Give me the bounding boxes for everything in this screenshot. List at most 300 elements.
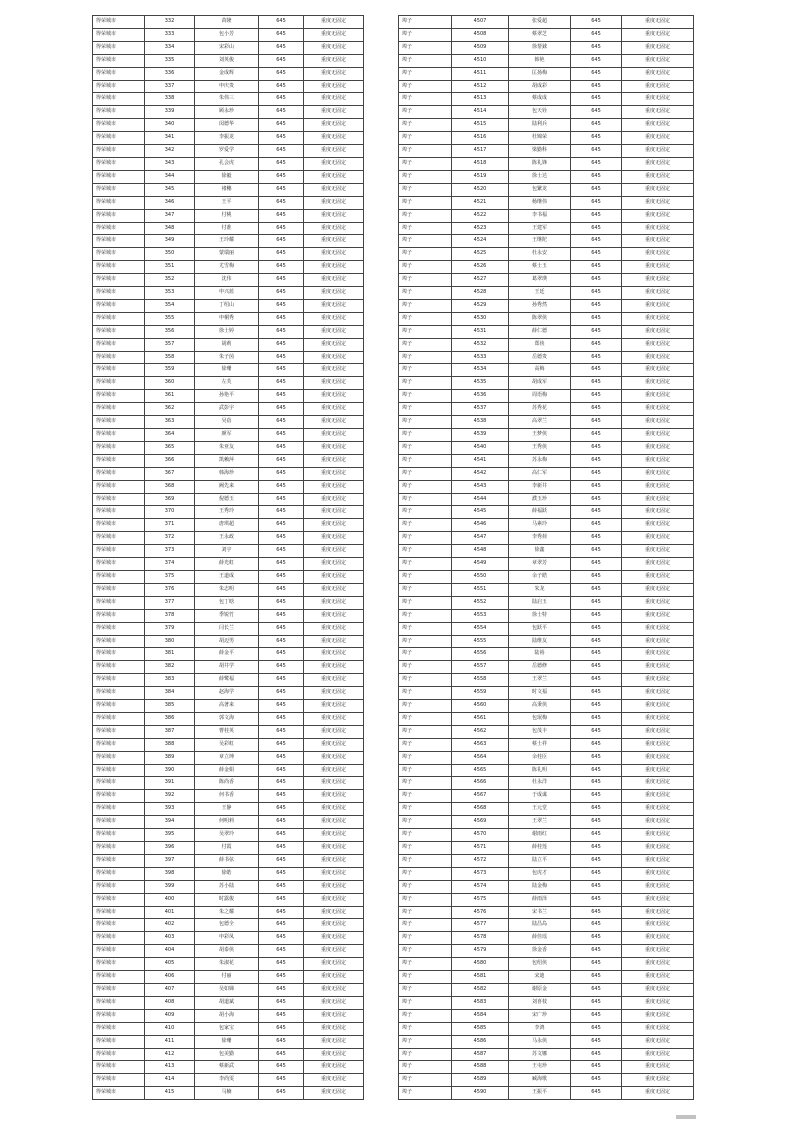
id-cell: 4566 — [452, 777, 509, 790]
table-row — [399, 1022, 694, 1035]
amount-cell: 645 — [571, 351, 622, 364]
region-cell: 埠子 — [399, 403, 452, 416]
id-cell: 4531 — [452, 325, 509, 338]
table-row — [93, 829, 364, 842]
category-cell: 重度无固定 — [622, 545, 694, 558]
name-cell: 王继陀 — [509, 235, 571, 248]
region-cell: 得荣城市 — [93, 674, 145, 687]
id-cell: 404 — [145, 945, 195, 958]
amount-cell: 645 — [259, 906, 304, 919]
category-cell: 重度无固定 — [304, 880, 364, 893]
name-cell: 蔡成成 — [509, 93, 571, 106]
amount-cell: 645 — [571, 971, 622, 984]
category-cell: 重度无固定 — [622, 854, 694, 867]
amount-cell: 645 — [259, 351, 304, 364]
category-cell: 重度无固定 — [304, 132, 364, 145]
table-row — [399, 261, 694, 274]
category-cell: 重度无固定 — [622, 687, 694, 700]
id-cell: 413 — [145, 1061, 195, 1074]
name-cell: 金成辉 — [195, 67, 259, 80]
amount-cell: 645 — [259, 183, 304, 196]
id-cell: 4589 — [452, 1074, 509, 1087]
region-cell: 埠子 — [399, 416, 452, 429]
id-cell: 4532 — [452, 338, 509, 351]
id-cell: 393 — [145, 803, 195, 816]
name-cell: 时露俊 — [195, 893, 259, 906]
id-cell: 4511 — [452, 67, 509, 80]
id-cell: 4557 — [452, 661, 509, 674]
amount-cell: 645 — [259, 570, 304, 583]
category-cell: 重度无固定 — [622, 958, 694, 971]
region-cell: 埠子 — [399, 261, 452, 274]
amount-cell: 645 — [259, 1087, 304, 1100]
category-cell: 重度无固定 — [304, 299, 364, 312]
name-cell: 沈伟 — [195, 274, 259, 287]
category-cell: 重度无固定 — [622, 1087, 694, 1100]
name-cell: 李书福 — [509, 209, 571, 222]
id-cell: 400 — [145, 893, 195, 906]
name-cell: 朱淑花 — [195, 958, 259, 971]
name-cell: 申彩凤 — [195, 932, 259, 945]
table-row — [93, 157, 364, 170]
amount-cell: 645 — [259, 67, 304, 80]
id-cell: 4519 — [452, 170, 509, 183]
category-cell: 重度无固定 — [622, 287, 694, 300]
table-row — [399, 157, 694, 170]
category-cell: 重度无固定 — [304, 196, 364, 209]
region-cell: 得荣城市 — [93, 751, 145, 764]
name-cell: 陈礼明 — [509, 764, 571, 777]
name-cell: 王廷 — [509, 287, 571, 300]
region-cell: 埠子 — [399, 919, 452, 932]
category-cell: 重度无固定 — [622, 558, 694, 571]
amount-cell: 645 — [259, 429, 304, 442]
id-cell: 4550 — [452, 570, 509, 583]
region-cell: 埠子 — [399, 16, 452, 29]
id-cell: 337 — [145, 80, 195, 93]
name-cell: 包虎才 — [509, 867, 571, 880]
region-cell: 得荣城市 — [93, 145, 145, 158]
amount-cell: 645 — [571, 209, 622, 222]
id-cell: 4581 — [452, 971, 509, 984]
name-cell: 赵海学 — [195, 687, 259, 700]
amount-cell: 645 — [259, 700, 304, 713]
name-cell: 薛仁德 — [509, 325, 571, 338]
amount-cell: 645 — [571, 777, 622, 790]
name-cell: 苏文娜 — [509, 1048, 571, 1061]
amount-cell: 645 — [571, 403, 622, 416]
id-cell: 4565 — [452, 764, 509, 777]
table-row — [93, 906, 364, 919]
region-cell: 得荣城市 — [93, 661, 145, 674]
name-cell: 王屯珍 — [509, 1061, 571, 1074]
id-cell: 342 — [145, 145, 195, 158]
category-cell: 重度无固定 — [622, 325, 694, 338]
region-cell: 埠子 — [399, 816, 452, 829]
category-cell: 重度无固定 — [622, 1022, 694, 1035]
name-cell: 闫长兰 — [195, 622, 259, 635]
name-cell: 胡迈男 — [195, 635, 259, 648]
category-cell: 重度无固定 — [304, 351, 364, 364]
table-row — [399, 687, 694, 700]
name-cell: 徐珊 — [195, 364, 259, 377]
id-cell: 4583 — [452, 996, 509, 1009]
id-cell: 4568 — [452, 803, 509, 816]
name-cell: 罗爱学 — [195, 145, 259, 158]
table-row — [399, 674, 694, 687]
region-cell: 得荣城市 — [93, 132, 145, 145]
name-cell: 徐皓 — [195, 867, 259, 880]
name-cell: 包珉梅 — [509, 712, 571, 725]
table-row — [93, 183, 364, 196]
category-cell: 重度无固定 — [304, 996, 364, 1009]
category-cell: 重度无固定 — [304, 80, 364, 93]
table-row — [399, 583, 694, 596]
category-cell: 重度无固定 — [622, 971, 694, 984]
category-cell: 重度无固定 — [304, 183, 364, 196]
region-cell: 得荣城市 — [93, 287, 145, 300]
id-cell: 352 — [145, 274, 195, 287]
name-cell: 岳德修 — [509, 661, 571, 674]
name-cell: 包丁晗 — [195, 596, 259, 609]
table-row — [399, 596, 694, 609]
table-row — [93, 893, 364, 906]
amount-cell: 645 — [259, 816, 304, 829]
table-row — [93, 983, 364, 996]
category-cell: 重度无固定 — [304, 170, 364, 183]
category-cell: 重度无固定 — [622, 403, 694, 416]
id-cell: 392 — [145, 790, 195, 803]
name-cell: 吴翠玲 — [195, 829, 259, 842]
id-cell: 4556 — [452, 648, 509, 661]
id-cell: 4522 — [452, 209, 509, 222]
amount-cell: 645 — [571, 132, 622, 145]
amount-cell: 645 — [259, 738, 304, 751]
table-row — [93, 622, 364, 635]
amount-cell: 645 — [571, 919, 622, 932]
category-cell: 重度无固定 — [304, 596, 364, 609]
region-cell: 得荣城市 — [93, 764, 145, 777]
id-cell: 369 — [145, 493, 195, 506]
category-cell: 重度无固定 — [304, 390, 364, 403]
category-cell: 重度无固定 — [304, 235, 364, 248]
region-cell: 埠子 — [399, 583, 452, 596]
category-cell: 重度无固定 — [622, 764, 694, 777]
category-cell: 重度无固定 — [622, 454, 694, 467]
region-cell: 得荣城市 — [93, 1087, 145, 1100]
name-cell: 颜军 — [195, 429, 259, 442]
name-cell: 王玲耀 — [195, 235, 259, 248]
amount-cell: 645 — [259, 132, 304, 145]
amount-cell: 645 — [571, 235, 622, 248]
name-cell: 胡成军 — [509, 377, 571, 390]
amount-cell: 645 — [571, 700, 622, 713]
name-cell: 岳德贵 — [509, 351, 571, 364]
table-row — [93, 764, 364, 777]
amount-cell: 645 — [259, 170, 304, 183]
region-cell: 埠子 — [399, 506, 452, 519]
region-cell: 埠子 — [399, 377, 452, 390]
id-cell: 4526 — [452, 261, 509, 274]
id-cell: 388 — [145, 738, 195, 751]
category-cell: 重度无固定 — [622, 803, 694, 816]
id-cell: 377 — [145, 596, 195, 609]
amount-cell: 645 — [571, 16, 622, 29]
category-cell: 重度无固定 — [304, 222, 364, 235]
table-row — [399, 222, 694, 235]
amount-cell: 645 — [259, 209, 304, 222]
region-cell: 埠子 — [399, 829, 452, 842]
id-cell: 4536 — [452, 390, 509, 403]
region-cell: 埠子 — [399, 325, 452, 338]
name-cell: 苏小陆 — [195, 880, 259, 893]
table-row — [399, 119, 694, 132]
amount-cell: 645 — [259, 880, 304, 893]
category-cell: 重度无固定 — [304, 712, 364, 725]
id-cell: 4510 — [452, 54, 509, 67]
category-cell: 重度无固定 — [622, 196, 694, 209]
category-cell: 重度无固定 — [304, 700, 364, 713]
region-cell: 得荣城市 — [93, 506, 145, 519]
region-cell: 得荣城市 — [93, 854, 145, 867]
category-cell: 重度无固定 — [304, 661, 364, 674]
name-cell: 陆启玉 — [509, 596, 571, 609]
amount-cell: 645 — [259, 519, 304, 532]
id-cell: 4584 — [452, 1009, 509, 1022]
amount-cell: 645 — [259, 777, 304, 790]
name-cell: 包小芳 — [195, 28, 259, 41]
category-cell: 重度无固定 — [304, 1074, 364, 1087]
amount-cell: 645 — [259, 803, 304, 816]
region-cell: 埠子 — [399, 790, 452, 803]
table-row — [93, 403, 364, 416]
amount-cell: 645 — [259, 545, 304, 558]
table-row — [399, 725, 694, 738]
table-row — [399, 429, 694, 442]
region-cell: 得荣城市 — [93, 299, 145, 312]
category-cell: 重度无固定 — [304, 41, 364, 54]
table-row — [93, 364, 364, 377]
id-cell: 356 — [145, 325, 195, 338]
region-cell: 埠子 — [399, 454, 452, 467]
table-row — [399, 106, 694, 119]
category-cell: 重度无固定 — [622, 235, 694, 248]
id-cell: 414 — [145, 1074, 195, 1087]
id-cell: 4538 — [452, 416, 509, 429]
id-cell: 4564 — [452, 751, 509, 764]
category-cell: 重度无固定 — [304, 867, 364, 880]
category-cell: 重度无固定 — [622, 145, 694, 158]
name-cell: 王秀侠 — [509, 441, 571, 454]
table-row — [93, 41, 364, 54]
region-cell: 得荣城市 — [93, 93, 145, 106]
name-cell: 包茂丰 — [509, 725, 571, 738]
amount-cell: 645 — [571, 183, 622, 196]
table-row — [93, 803, 364, 816]
category-cell: 重度无固定 — [304, 119, 364, 132]
table-row — [93, 790, 364, 803]
region-cell: 埠子 — [399, 119, 452, 132]
name-cell: 杜永洋 — [509, 777, 571, 790]
region-cell: 得荣城市 — [93, 157, 145, 170]
id-cell: 4523 — [452, 222, 509, 235]
id-cell: 4573 — [452, 867, 509, 880]
id-cell: 370 — [145, 506, 195, 519]
name-cell: 李鸿 — [509, 1022, 571, 1035]
table-row — [93, 532, 364, 545]
name-cell: 付霞 — [195, 842, 259, 855]
table-row — [399, 777, 694, 790]
table-row — [93, 583, 364, 596]
category-cell: 重度无固定 — [304, 28, 364, 41]
amount-cell: 645 — [571, 996, 622, 1009]
region-cell: 埠子 — [399, 390, 452, 403]
amount-cell: 645 — [571, 274, 622, 287]
region-cell: 得荣城市 — [93, 893, 145, 906]
amount-cell: 645 — [259, 712, 304, 725]
table-row — [93, 738, 364, 751]
region-cell: 埠子 — [399, 764, 452, 777]
id-cell: 4571 — [452, 842, 509, 855]
amount-cell: 645 — [571, 54, 622, 67]
category-cell: 重度无固定 — [304, 751, 364, 764]
category-cell: 重度无固定 — [622, 41, 694, 54]
amount-cell: 645 — [259, 248, 304, 261]
region-cell: 埠子 — [399, 906, 452, 919]
name-cell: 胡成彩 — [509, 80, 571, 93]
amount-cell: 645 — [259, 958, 304, 971]
name-cell: 谢雨红 — [509, 829, 571, 842]
id-cell: 348 — [145, 222, 195, 235]
category-cell: 重度无固定 — [304, 274, 364, 287]
category-cell: 重度无固定 — [304, 635, 364, 648]
category-cell: 重度无固定 — [304, 145, 364, 158]
region-cell: 埠子 — [399, 196, 452, 209]
name-cell: 王元堂 — [509, 803, 571, 816]
table-row — [93, 1048, 364, 1061]
amount-cell: 645 — [571, 764, 622, 777]
table-row — [93, 67, 364, 80]
name-cell: 苏秀花 — [509, 403, 571, 416]
region-cell: 埠子 — [399, 28, 452, 41]
category-cell: 重度无固定 — [304, 674, 364, 687]
table-row — [93, 325, 364, 338]
region-cell: 得荣城市 — [93, 1048, 145, 1061]
name-cell: 刘喜枝 — [509, 996, 571, 1009]
id-cell: 378 — [145, 609, 195, 622]
id-cell: 353 — [145, 287, 195, 300]
amount-cell: 645 — [259, 751, 304, 764]
table-row — [399, 351, 694, 364]
amount-cell: 645 — [571, 583, 622, 596]
name-cell: 陈礼锋 — [509, 157, 571, 170]
amount-cell: 645 — [571, 196, 622, 209]
region-cell: 埠子 — [399, 725, 452, 738]
category-cell: 重度无固定 — [304, 790, 364, 803]
table-row — [93, 16, 364, 29]
id-cell: 412 — [145, 1048, 195, 1061]
id-cell: 4546 — [452, 519, 509, 532]
category-cell: 重度无固定 — [622, 170, 694, 183]
category-cell: 重度无固定 — [304, 67, 364, 80]
amount-cell: 645 — [571, 545, 622, 558]
name-cell: 陆金梅 — [509, 880, 571, 893]
region-cell: 埠子 — [399, 299, 452, 312]
amount-cell: 645 — [571, 261, 622, 274]
id-cell: 389 — [145, 751, 195, 764]
id-cell: 4545 — [452, 506, 509, 519]
region-cell: 得荣城市 — [93, 403, 145, 416]
id-cell: 344 — [145, 170, 195, 183]
region-cell: 埠子 — [399, 132, 452, 145]
id-cell: 4525 — [452, 248, 509, 261]
amount-cell: 645 — [571, 932, 622, 945]
id-cell: 4528 — [452, 287, 509, 300]
table-row — [93, 145, 364, 158]
name-cell: 时文福 — [509, 687, 571, 700]
category-cell: 重度无固定 — [622, 377, 694, 390]
region-cell: 埠子 — [399, 570, 452, 583]
id-cell: 355 — [145, 312, 195, 325]
table-row — [399, 1009, 694, 1022]
category-cell: 重度无固定 — [622, 261, 694, 274]
category-cell: 重度无固定 — [304, 803, 364, 816]
name-cell: 吴如娣 — [195, 983, 259, 996]
id-cell: 368 — [145, 480, 195, 493]
category-cell: 重度无固定 — [622, 93, 694, 106]
amount-cell: 645 — [571, 287, 622, 300]
name-cell: 王梦侠 — [509, 429, 571, 442]
region-cell: 得荣城市 — [93, 106, 145, 119]
table-row — [93, 700, 364, 713]
region-cell: 埠子 — [399, 1087, 452, 1100]
category-cell: 重度无固定 — [622, 725, 694, 738]
amount-cell: 645 — [571, 1061, 622, 1074]
amount-cell: 645 — [571, 945, 622, 958]
region-cell: 埠子 — [399, 467, 452, 480]
id-cell: 4529 — [452, 299, 509, 312]
name-cell: 王静 — [195, 803, 259, 816]
amount-cell: 645 — [571, 377, 622, 390]
region-cell: 埠子 — [399, 287, 452, 300]
table-row — [93, 261, 364, 274]
category-cell: 重度无固定 — [622, 222, 694, 235]
id-cell: 4527 — [452, 274, 509, 287]
id-cell: 4570 — [452, 829, 509, 842]
id-cell: 4508 — [452, 28, 509, 41]
category-cell: 重度无固定 — [304, 506, 364, 519]
id-cell: 401 — [145, 906, 195, 919]
table-row — [93, 1061, 364, 1074]
amount-cell: 645 — [259, 1074, 304, 1087]
id-cell: 379 — [145, 622, 195, 635]
id-cell: 360 — [145, 377, 195, 390]
table-row — [93, 725, 364, 738]
category-cell: 重度无固定 — [622, 596, 694, 609]
id-cell: 4544 — [452, 493, 509, 506]
id-cell: 4558 — [452, 674, 509, 687]
amount-cell: 645 — [259, 480, 304, 493]
id-cell: 406 — [145, 971, 195, 984]
table-row — [93, 816, 364, 829]
amount-cell: 645 — [571, 906, 622, 919]
region-cell: 得荣城市 — [93, 54, 145, 67]
region-cell: 埠子 — [399, 738, 452, 751]
table-row — [399, 403, 694, 416]
id-cell: 398 — [145, 867, 195, 880]
category-cell: 重度无固定 — [304, 583, 364, 596]
id-cell: 385 — [145, 700, 195, 713]
